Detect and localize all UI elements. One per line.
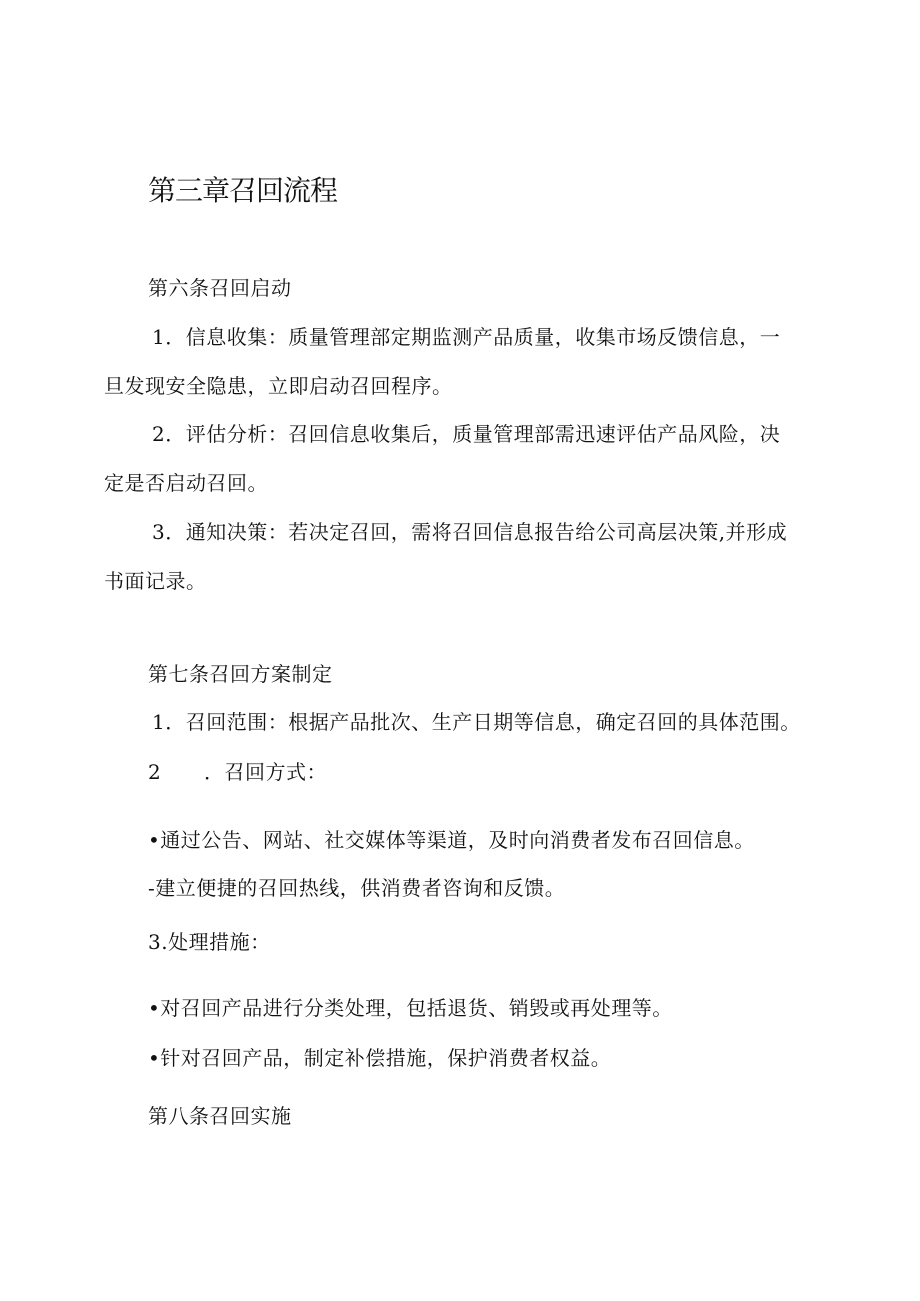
article7-item2-bullet2: -建立便捷的召回热线，供消费者咨询和反馈。	[148, 876, 566, 900]
article7-heading: 第七条召回方案制定	[148, 662, 333, 686]
article7-item2	[148, 758, 327, 786]
article8-heading: 第八条召回实施	[148, 1104, 292, 1128]
article7-item2-text: ．召回方式：	[204, 760, 327, 784]
article6-item2-line2: 定是否启动召回。	[104, 471, 268, 495]
article7-item3-label: 3.处理措施：	[148, 930, 271, 954]
article6-item1-line2: 旦发现安全隐患，立即启动召回程序。	[104, 374, 453, 398]
article6-item2-line1	[152, 420, 780, 448]
article6-item3-number: 3	[152, 520, 166, 544]
article7-item1-text: ．召回范围：根据产品批次、生产日期等信息，确定召回的具体范围。	[165, 710, 801, 734]
article6-item1-line1	[152, 323, 780, 351]
article6-item3-line1	[152, 518, 787, 546]
article6-item1-text: ．信息收集：质量管理部定期监测产品质量，收集市场反馈信息，一	[165, 325, 781, 349]
article7-item2-number: 2	[148, 760, 162, 784]
chapter-title: 第三章召回流程	[148, 174, 338, 207]
article6-item2-number: 2	[152, 422, 166, 446]
article7-item1-number: 1	[152, 710, 166, 734]
article6-item3-line2: 书面记录。	[104, 569, 207, 593]
article6-item1-number: 1	[152, 325, 166, 349]
article6-item3-text: ．通知决策：若决定召回，需将召回信息报告给公司高层决策,并形成	[165, 520, 788, 544]
article6-heading: 第六条召回启动	[148, 276, 292, 300]
article7-item3-bullet2: •针对召回产品，制定补偿措施，保护消费者权益。	[148, 1046, 612, 1070]
article7-item2-bullet1: •通过公告、网站、社交媒体等渠道，及时向消费者发布召回信息。	[148, 828, 755, 852]
article7-item3-bullet1: •对召回产品进行分类处理，包括退货、销毁或再处理等。	[148, 996, 673, 1020]
article7-item1	[152, 708, 801, 736]
article6-item2-text: ．评估分析：召回信息收集后，质量管理部需迅速评估产品风险，决	[165, 422, 781, 446]
